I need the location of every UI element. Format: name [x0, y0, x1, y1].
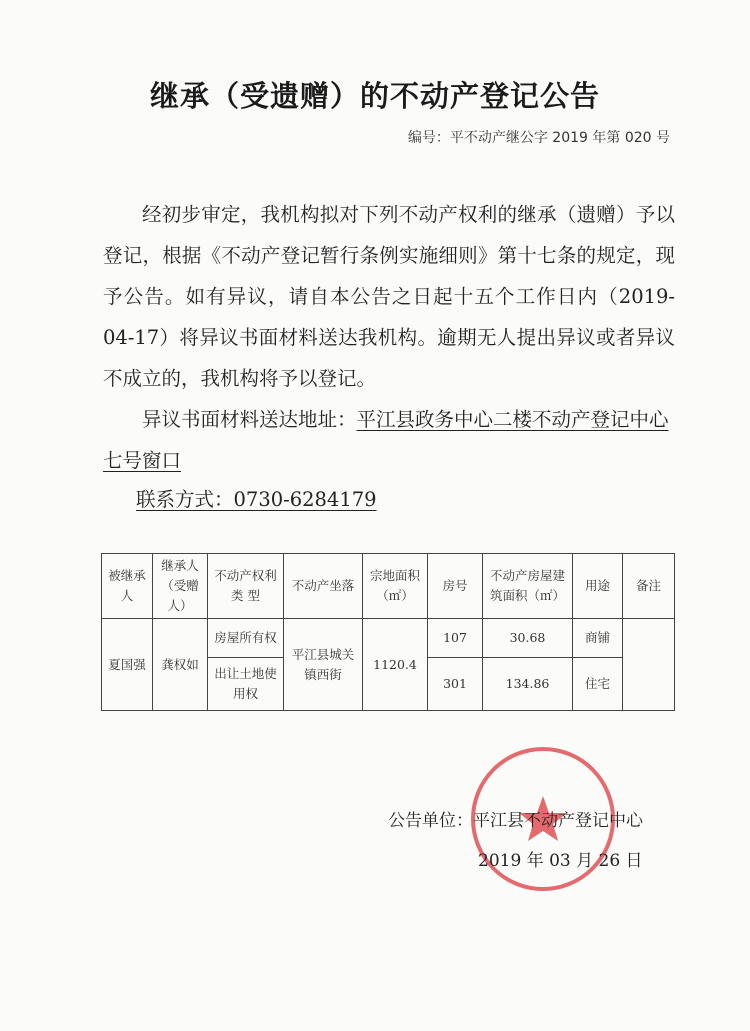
address-value: 平江县政务中心二楼不动产登记中心七号窗口 — [103, 408, 669, 472]
announcement-body: 经初步审定，我机构拟对下列不动产权利的继承（遗赠）予以登记，根据《不动产登记暂行条例实施细则》第十七条的规定，现予公告。如有异议，请自本公告之日起十五个工作日内（2019-04-17）将异议书面材料送达我机构。逾期无人提出异议或者异议不成立的，我机构将予以登记。 — [103, 203, 675, 390]
right-type-cell: 房屋所有权 — [208, 619, 284, 658]
property-table — [101, 553, 675, 711]
page-title: 继承（受遗赠）的不动产登记公告 — [149, 79, 600, 113]
location-cell: 平江县城关镇西街 — [284, 619, 363, 711]
heir-cell: 龚权如 — [153, 619, 208, 711]
header-cell: 被继承人 — [102, 554, 153, 619]
building-area-cell: 30.68 — [483, 619, 573, 658]
use-cell: 商铺 — [573, 619, 623, 658]
note-cell — [623, 619, 675, 711]
address-label: 异议书面材料送达地址： — [142, 408, 357, 431]
objection-address — [103, 399, 675, 481]
building-area-cell: 134.86 — [483, 658, 573, 711]
room-no-cell: 301 — [428, 658, 483, 711]
decedent-cell: 夏国强 — [102, 619, 153, 711]
use-cell: 住宅 — [573, 658, 623, 711]
header-cell: 用途 — [573, 554, 623, 619]
header-cell: 宗地面积（㎡） — [363, 554, 428, 619]
contact-info: 联系方式：0730-6284179 — [136, 488, 377, 511]
issuing-unit: 公告单位：平江县不动产登记中心 — [388, 811, 643, 831]
issue-date: 2019 年 03 月 26 日 — [478, 851, 643, 871]
header-cell: 备注 — [623, 554, 675, 619]
header-cell: 不动产房屋建筑面积（㎡） — [483, 554, 573, 619]
header-cell: 不动产坐落 — [284, 554, 363, 619]
header-cell: 不动产权利类 型 — [208, 554, 284, 619]
table-row — [102, 619, 675, 658]
room-no-cell: 107 — [428, 619, 483, 658]
right-type-cell: 出让土地使用权 — [208, 658, 284, 711]
table-header-row — [102, 554, 675, 619]
header-cell: 继承人（受赠人） — [153, 554, 208, 619]
land-area-cell: 1120.4 — [363, 619, 428, 711]
document-number: 编号：平不动产继公字 2019 年第 020 号 — [407, 130, 670, 146]
header-cell: 房号 — [428, 554, 483, 619]
